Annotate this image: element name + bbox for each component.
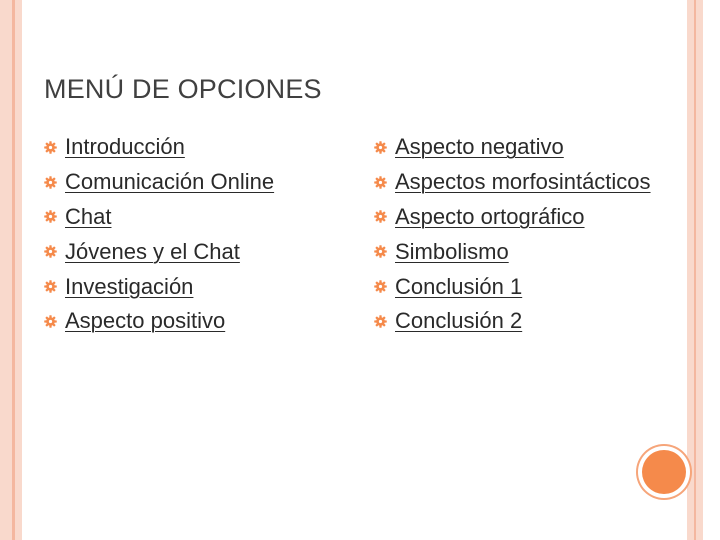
left-border-line: [12, 0, 15, 540]
gear-icon: [374, 176, 395, 189]
menu-right-column: [374, 130, 651, 339]
gear-icon: [44, 315, 65, 328]
menu-link-aspecto-ortografico[interactable]: Aspecto ortográfico: [395, 203, 585, 229]
menu-link-conclusion-2[interactable]: Conclusión 2: [395, 308, 523, 334]
menu-item[interactable]: [374, 200, 651, 235]
menu-link-aspectos-morfosintacticos[interactable]: Aspectos morfosintácticos: [395, 169, 651, 195]
menu-item[interactable]: [44, 269, 274, 304]
gear-icon: [374, 245, 395, 258]
gear-icon: [44, 141, 65, 154]
menu-left-column: [44, 130, 274, 339]
gear-icon: [44, 245, 65, 258]
page-title: MENÚ DE OPCIONES: [44, 74, 322, 104]
menu-link-conclusion-1[interactable]: Conclusión 1: [395, 273, 523, 299]
menu-item[interactable]: [44, 165, 274, 200]
gear-icon: [374, 141, 395, 154]
menu-item[interactable]: [374, 304, 651, 339]
menu-link-introduccion[interactable]: Introducción: [65, 134, 185, 160]
menu-link-aspecto-negativo[interactable]: Aspecto negativo: [395, 134, 564, 160]
right-border-line: [694, 0, 696, 540]
gear-icon: [374, 210, 395, 223]
menu-item[interactable]: [374, 130, 651, 165]
menu-link-simbolismo[interactable]: Simbolismo: [395, 238, 509, 264]
gear-icon: [44, 210, 65, 223]
menu-link-jovenes-chat[interactable]: Jóvenes y el Chat: [65, 238, 240, 264]
menu-item[interactable]: [374, 269, 651, 304]
gear-icon: [374, 315, 395, 328]
menu-item[interactable]: [44, 304, 274, 339]
menu-item[interactable]: [374, 165, 651, 200]
menu-link-chat[interactable]: Chat: [65, 203, 112, 229]
menu-item[interactable]: [44, 234, 274, 269]
gear-icon: [44, 176, 65, 189]
gear-icon: [44, 280, 65, 293]
menu-item[interactable]: [44, 200, 274, 235]
menu-link-investigacion[interactable]: Investigación: [65, 273, 194, 299]
left-decorative-border: [0, 0, 22, 540]
menu-link-comunicacion-online[interactable]: Comunicación Online: [65, 169, 275, 195]
gear-icon: [374, 280, 395, 293]
menu-item[interactable]: [374, 234, 651, 269]
decorative-circle: [642, 450, 686, 494]
menu-link-aspecto-positivo[interactable]: Aspecto positivo: [65, 308, 226, 334]
menu-item[interactable]: [44, 130, 274, 165]
